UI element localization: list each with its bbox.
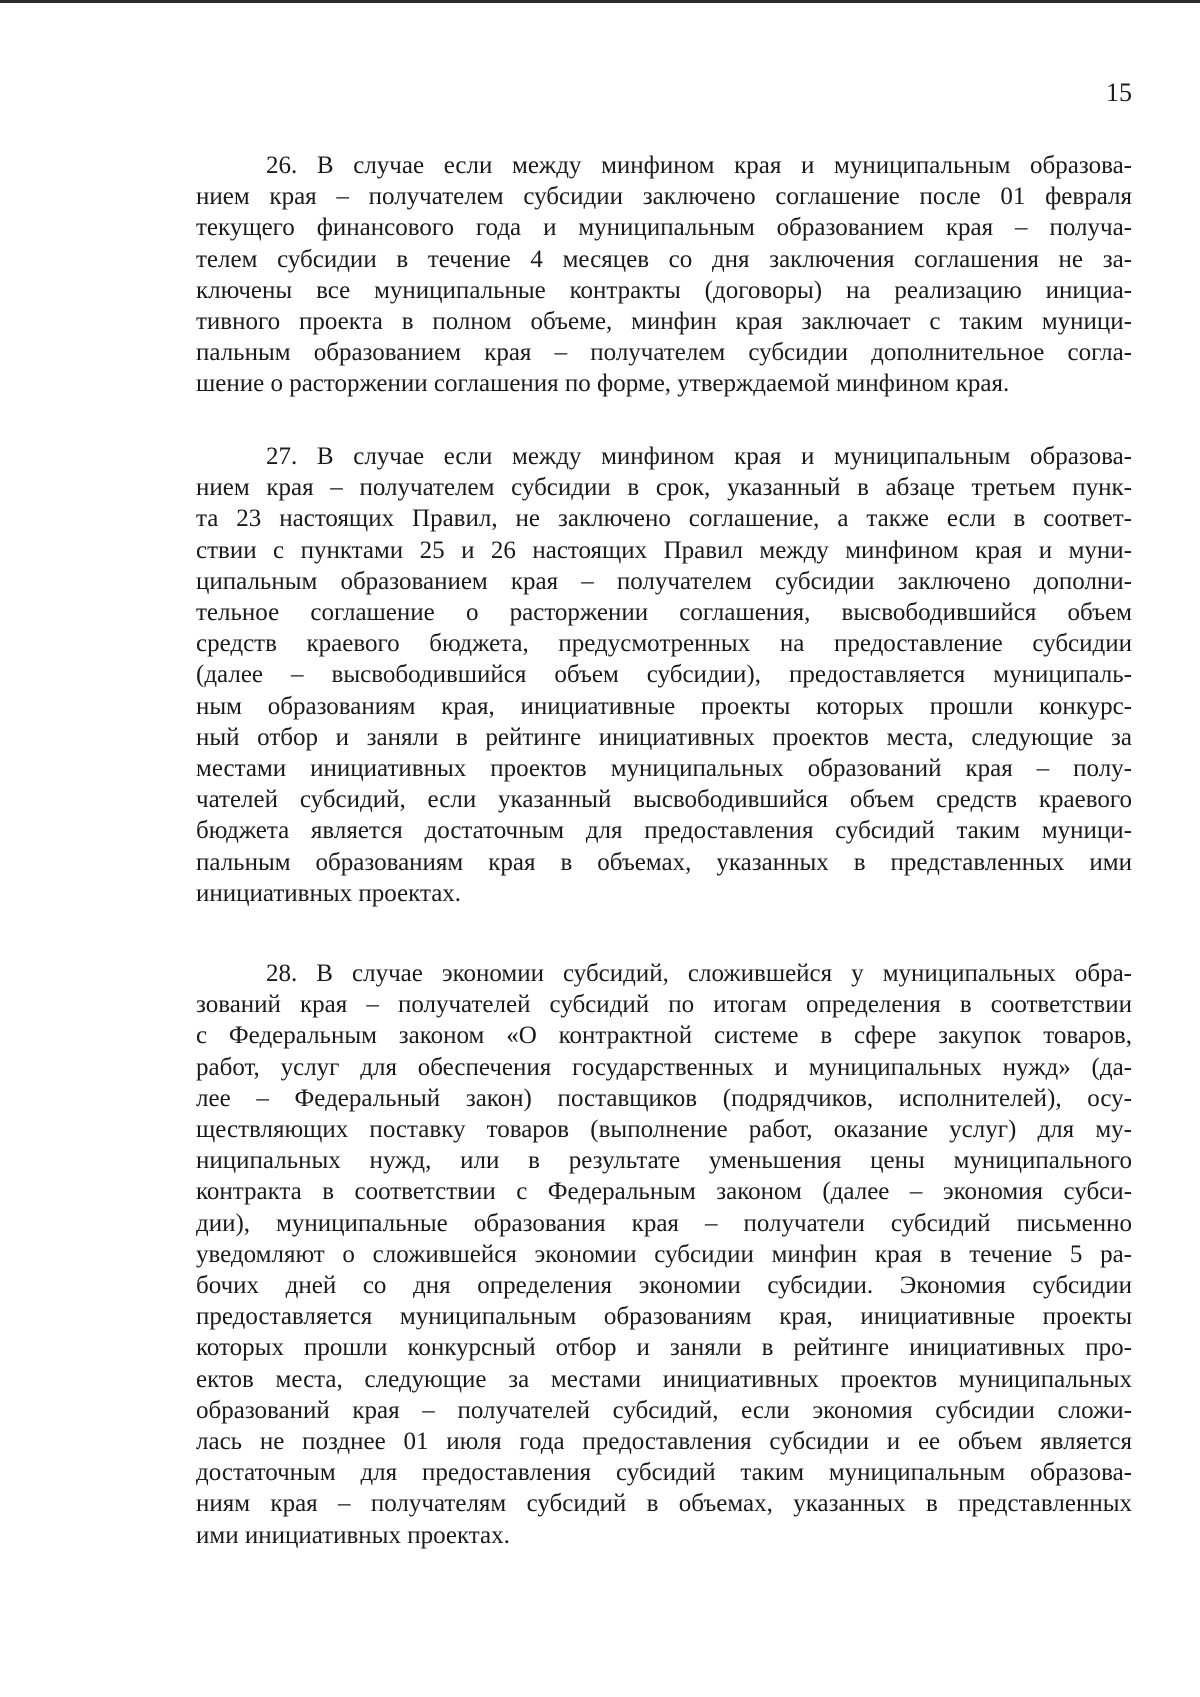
paragraph-line: нием края – получателем субсидии заключено соглашение после 01 февраля — [196, 183, 1132, 211]
paragraph-line: тивного проекта в полном объеме, минфин края заключает с таким муници- — [196, 308, 1132, 336]
paragraph-line: предоставляется муниципальным образованиям края, инициативные проекты — [196, 1303, 1132, 1331]
paragraph-line: шение о расторжении соглашения по форме, утверждаемой минфином края. — [196, 370, 1010, 398]
paragraph-line: чателей субсидий, если указанный высвободившийся объем средств краевого — [196, 786, 1132, 814]
paragraph-28 — [196, 958, 1132, 1551]
paragraph-line: образований края – получателей субсидий, если экономия субсидии сложи- — [196, 1396, 1132, 1424]
paragraph-line: тельное соглашение о расторжении соглашения, высвободившийся объем — [196, 599, 1132, 627]
paragraph-line: ключены все муниципальные контракты (договоры) на реализацию инициа- — [196, 276, 1132, 304]
paragraph-line: контракта в соответствии с Федеральным законом (далее – экономия субси- — [196, 1178, 1132, 1206]
paragraph-line: ципальным образованием края – получателем субсидии заключено дополни- — [196, 567, 1132, 595]
paragraph-line: средств краевого бюджета, предусмотренных на предоставление субсидии — [196, 630, 1132, 658]
paragraph-line: бочих дней со дня определения экономии субсидии. Экономия субсидии — [196, 1272, 1132, 1300]
paragraph-line: ществляющих поставку товаров (выполнение работ, оказание услуг) для му- — [196, 1116, 1132, 1144]
paragraph-line: лась не позднее 01 июля года предоставления субсидии и ее объем является — [196, 1428, 1132, 1456]
paragraph-line: инициативных проектах. — [196, 879, 462, 907]
paragraph-line: ими инициативных проектах. — [196, 1521, 510, 1549]
paragraph-line: ным образованиям края, инициативные проекты которых прошли конкурс- — [196, 692, 1132, 720]
paragraph-line: с Федеральным законом «О контрактной системе в сфере закупок товаров, — [196, 1022, 1132, 1050]
paragraph-line: местами инициативных проектов муниципальных образований края – полу- — [196, 755, 1132, 783]
paragraph-line: ниципальных нужд, или в результате уменьшения цены муниципального — [196, 1147, 1132, 1175]
paragraph-27 — [196, 441, 1132, 909]
paragraph-line: нием края – получателем субсидии в срок, указанный в абзаце третьем пунк- — [196, 474, 1132, 502]
paragraph-line: лее – Федеральный закон) поставщиков (подрядчиков, исполнителей), осу- — [196, 1084, 1132, 1112]
paragraph-line: работ, услуг для обеспечения государственных и муниципальных нужд» (да- — [196, 1053, 1132, 1081]
paragraph-line: 27. В случае если между минфином края и муниципальным образова- — [266, 443, 1132, 470]
paragraph-line: ниям края – получателям субсидий в объемах, указанных в представленных — [196, 1490, 1132, 1518]
paragraph-line: 26. В случае если между минфином края и муниципальным образова- — [266, 152, 1132, 179]
paragraph-line: достаточным для предоставления субсидий таким муниципальным образова- — [196, 1459, 1132, 1487]
paragraph-line: дии), муниципальные образования края – получатели субсидий письменно — [196, 1209, 1132, 1237]
paragraph-line: ектов места, следующие за местами инициативных проектов муниципальных — [196, 1365, 1132, 1393]
paragraph-line: текущего финансового года и муниципальным образованием края – получа- — [196, 214, 1132, 242]
scan-top-edge — [0, 0, 1200, 3]
paragraph-line: зований края – получателей субсидий по итогам определения в соответствии — [196, 991, 1132, 1019]
paragraph-line: пальным образованиям края в объемах, указанных в представленных ими — [196, 848, 1132, 876]
page-number: 15 — [1106, 78, 1132, 107]
paragraph-line: пальным образованием края – получателем субсидии дополнительное согла- — [196, 339, 1132, 367]
paragraph-line: уведомляют о сложившейся экономии субсидии минфин края в течение 5 ра- — [196, 1240, 1132, 1268]
paragraph-line: телем субсидии в течение 4 месяцев со дня заключения соглашения не за- — [196, 245, 1132, 273]
paragraph-line: (далее – высвободившийся объем субсидии), предоставляется муниципаль- — [196, 661, 1132, 689]
paragraph-line: ный отбор и заняли в рейтинге инициативных проектов места, следующие за — [196, 723, 1132, 751]
paragraph-26 — [196, 150, 1132, 400]
paragraph-line: бюджета является достаточным для предоставления субсидий таким муници- — [196, 817, 1132, 845]
paragraph-line: ствии с пунктами 25 и 26 настоящих Правил между минфином края и муни- — [196, 536, 1132, 564]
paragraph-line: та 23 настоящих Правил, не заключено соглашение, а также если в соответ- — [196, 505, 1132, 533]
paragraph-line: которых прошли конкурсный отбор и заняли в рейтинге инициативных про- — [196, 1334, 1132, 1362]
paragraph-line: 28. В случае экономии субсидий, сложившейся у муниципальных обра- — [266, 960, 1132, 987]
